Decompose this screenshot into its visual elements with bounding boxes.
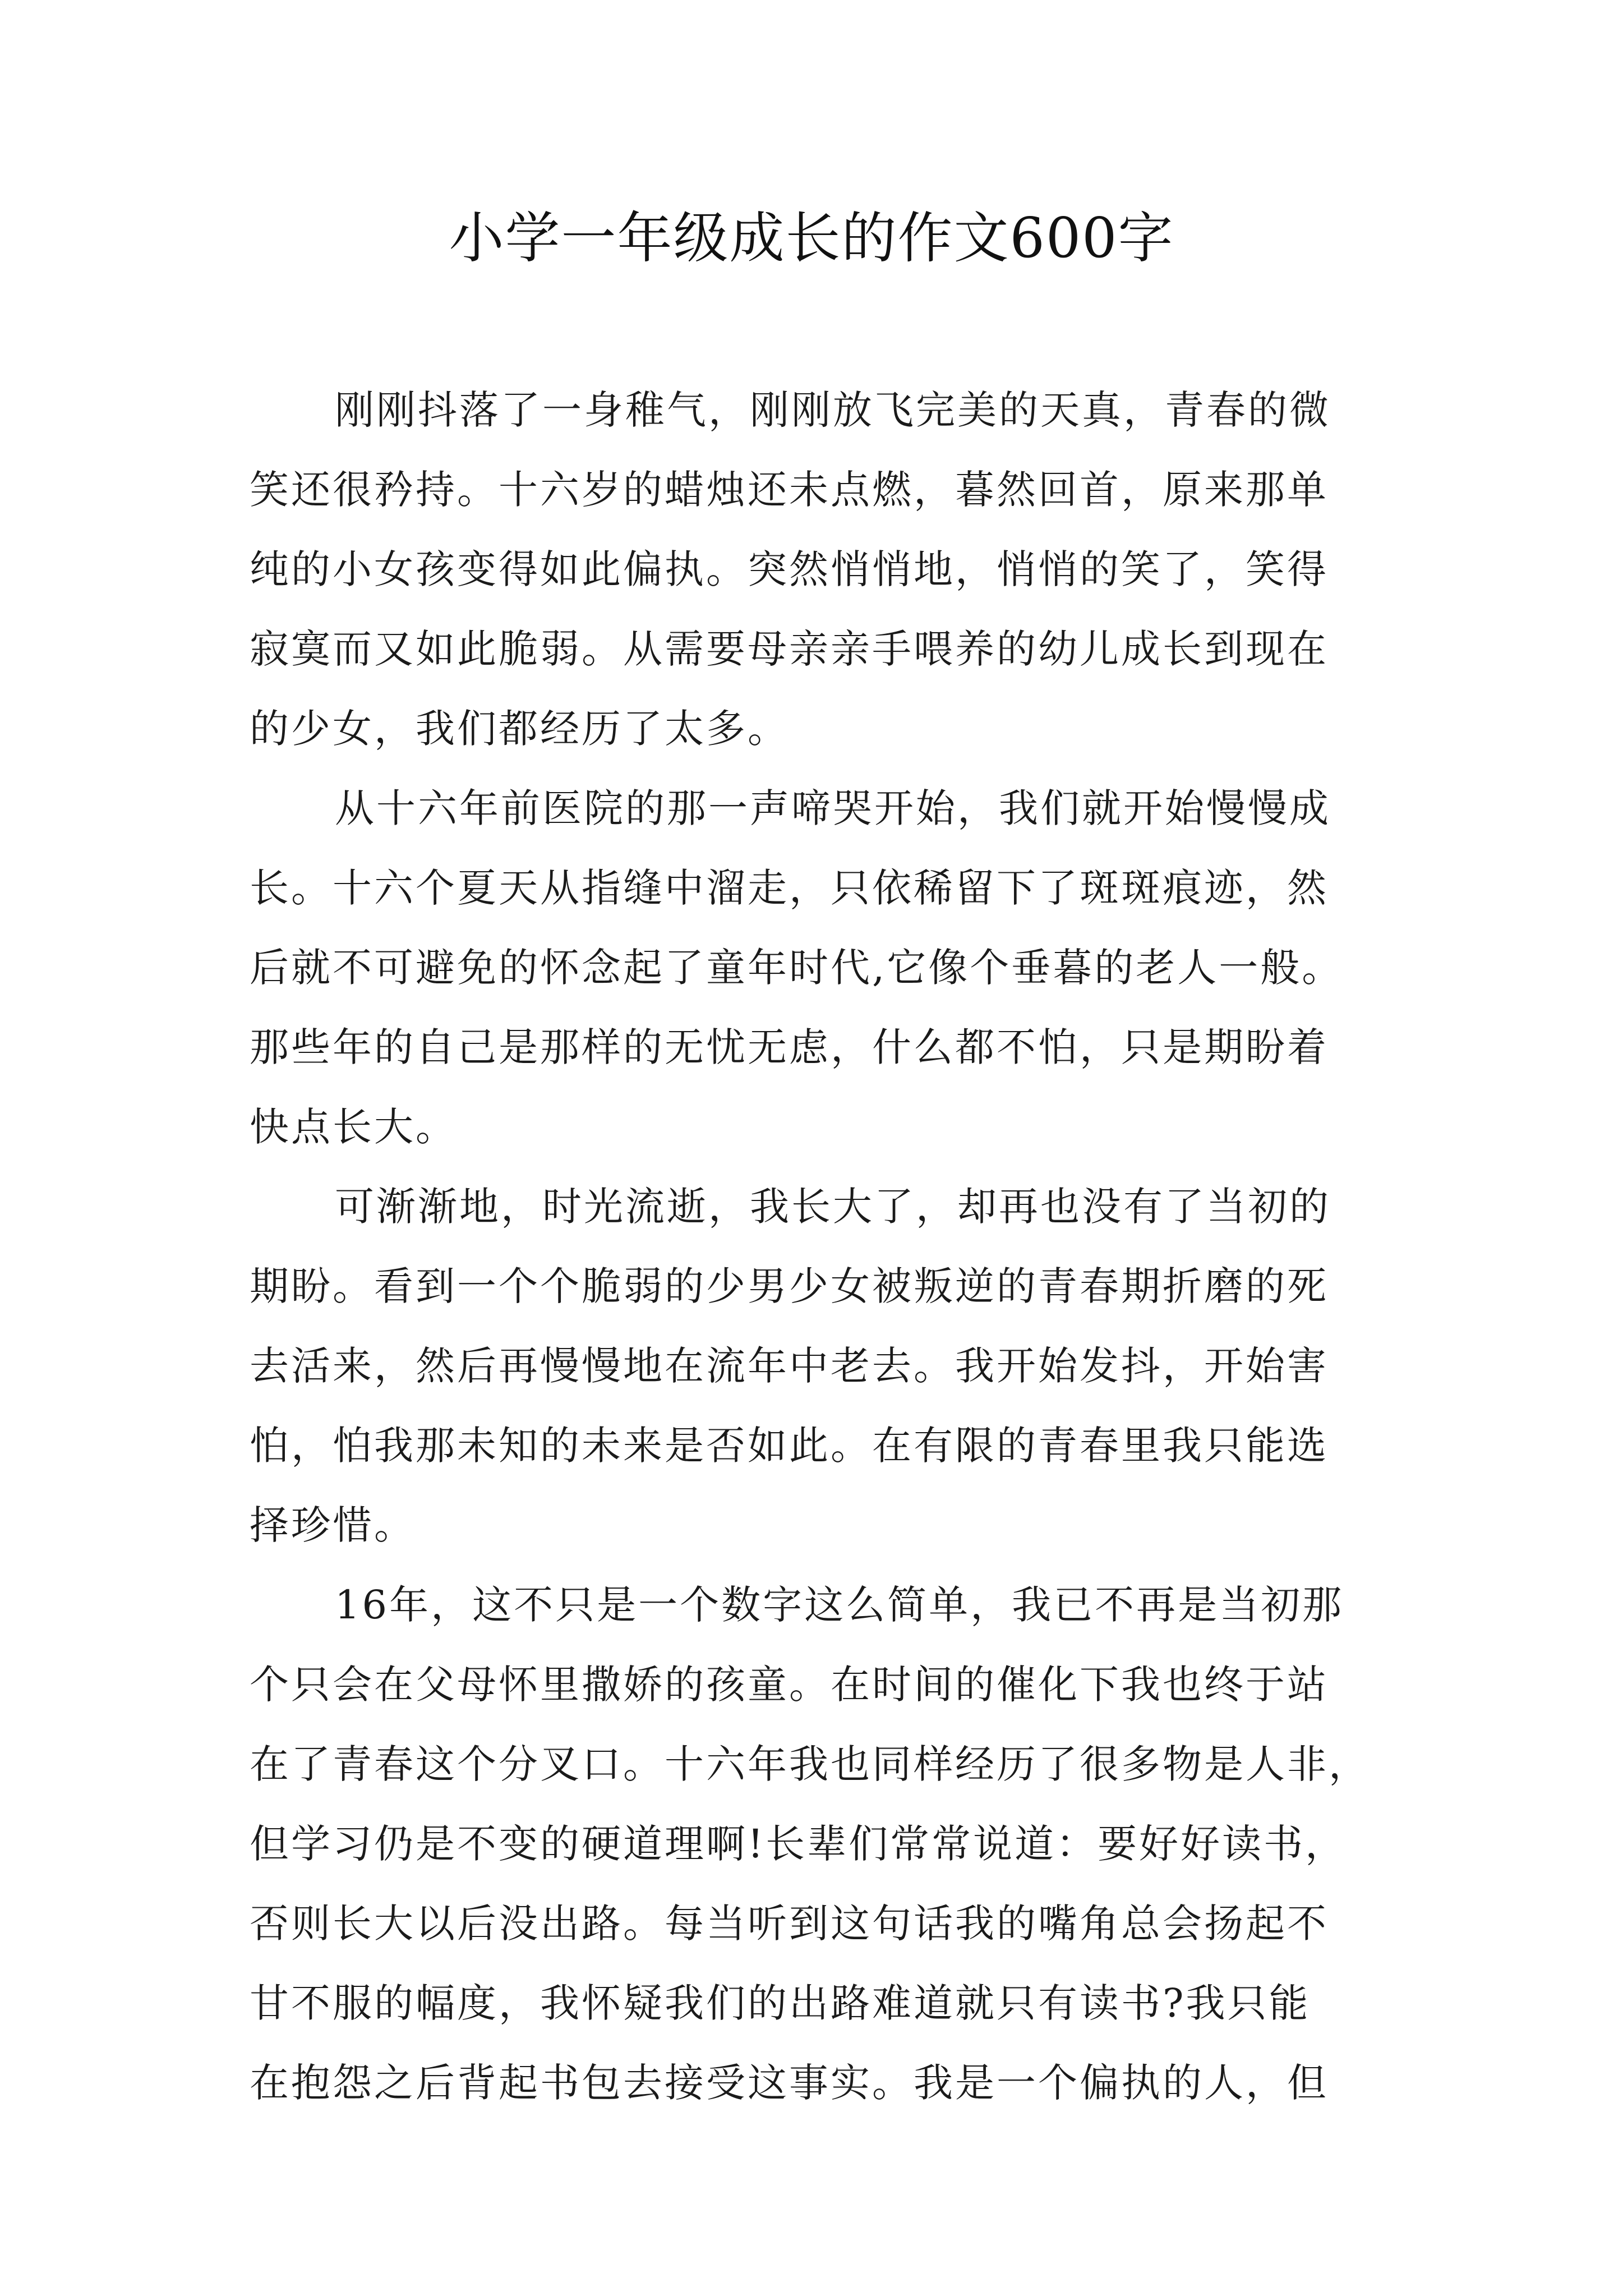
text-line: 寂寞而又如此脆弱。从需要母亲亲手喂养的幼儿成长到现在 [250,626,1329,672]
document-title: 小学一年级成长的作文600字 [449,206,1174,270]
text-line: 但学习仍是不变的硬道理啊!长辈们常常说道：要好好读书， [250,1821,1347,1867]
text-line: 个只会在父母怀里撒娇的孩童。在时间的催化下我也终于站 [250,1662,1329,1708]
text-line: 择珍惜。 [250,1502,416,1548]
text-line: 从十六年前医院的那一声啼哭开始，我们就开始慢慢成 [335,785,1331,831]
text-line: 笑还很矜持。十六岁的蜡烛还未点燃，暮然回首，原来那单 [250,467,1329,513]
text-line: 纯的小女孩变得如此偏执。突然悄悄地，悄悄的笑了，笑得 [250,546,1329,592]
text-line: 去活来，然后再慢慢地在流年中老去。我开始发抖，开始害 [250,1343,1329,1389]
text-line: 的少女，我们都经历了太多。 [250,706,789,752]
text-line: 怕，怕我那未知的未来是否如此。在有限的青春里我只能选 [250,1423,1329,1469]
text-line: 甘不服的幅度，我怀疑我们的出路难道就只有读书?我只能 [250,1980,1311,2026]
text-line: 在了青春这个分叉口。十六年我也同样经历了很多物是人非， [250,1741,1370,1787]
text-line: 快点长大。 [250,1104,457,1150]
text-line: 刚刚抖落了一身稚气，刚刚放飞完美的天真，青春的微 [335,387,1331,433]
text-line: 否则长大以后没出路。每当听到这句话我的嘴角总会扬起不 [250,1901,1329,1947]
text-line: 可渐渐地，时光流逝，我长大了，却再也没有了当初的 [335,1184,1331,1230]
text-line: 长。十六个夏天从指缝中溜走，只依稀留下了斑斑痕迹，然 [250,865,1329,911]
text-line: 后就不可避免的怀念起了童年时代,它像个垂暮的老人一般。 [250,945,1344,991]
text-line: 期盼。看到一个个脆弱的少男少女被叛逆的青春期折磨的死 [250,1263,1329,1309]
essay-body [250,370,1388,2123]
text-line: 那些年的自己是那样的无忧无虑，什么都不怕，只是期盼着 [250,1024,1329,1070]
text-line: 在抱怨之后背起书包去接受这事实。我是一个偏执的人，但 [250,2060,1329,2106]
text-line: 16年，这不只是一个数字这么简单，我已不再是当初那 [335,1582,1344,1628]
